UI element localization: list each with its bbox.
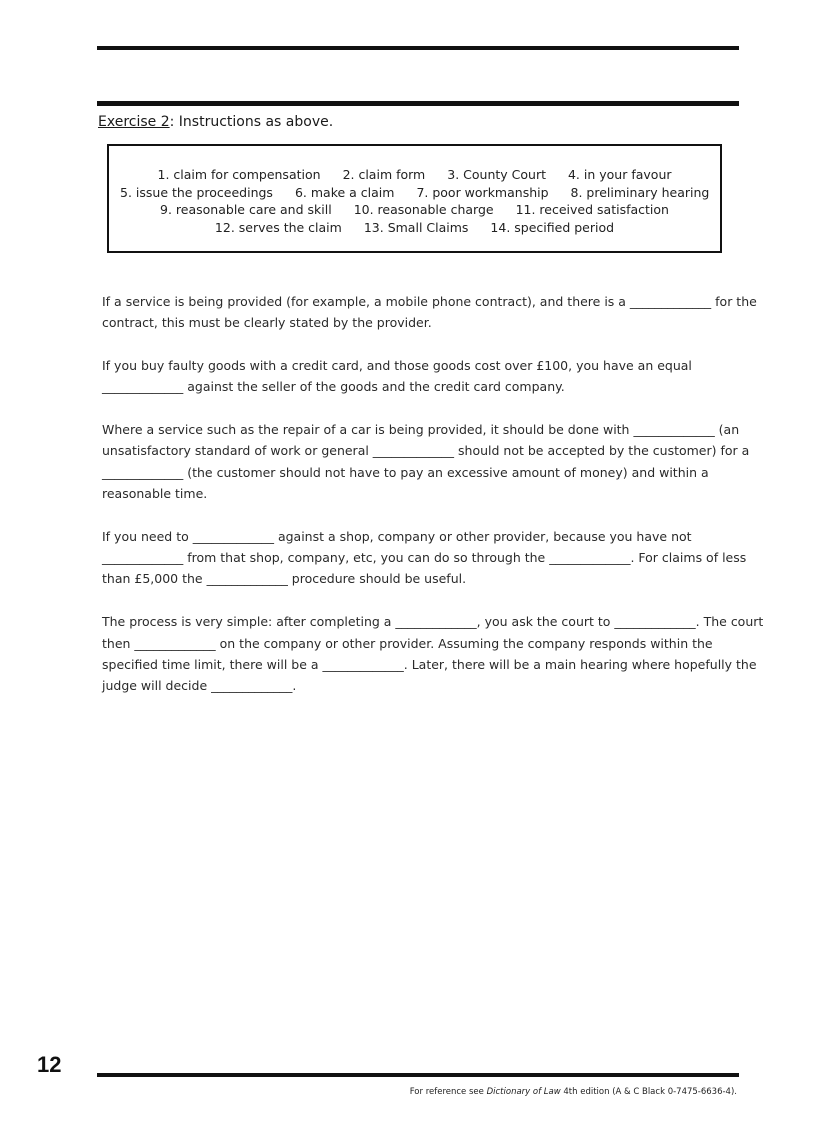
text-line: The process is very simple: after completing a _____________, you ask the court to _____________. The court	[102, 614, 764, 630]
word-bank-term: 8. preliminary hearing	[570, 184, 710, 200]
exercise-heading	[98, 114, 333, 130]
text-line: Where a service such as the repair of a car is being provided, it should be done with _____________ (an	[102, 422, 740, 438]
word-bank-term: 12. serves the claim	[214, 219, 342, 235]
word-bank-row	[109, 201, 720, 219]
paragraph-car-repair	[102, 419, 750, 504]
top-rule	[97, 46, 739, 50]
footer-rule	[97, 1073, 739, 1077]
text-line: then _____________ on the company or other provider. Assuming the company responds within the	[102, 635, 713, 651]
word-bank-term: 11. received satisfaction	[515, 202, 669, 217]
word-bank-term: 3. County Court	[447, 167, 546, 182]
text-line: If a service is being provided (for example, a mobile phone contract), and there is a _____________ for the	[102, 294, 757, 309]
text-line: than £5,000 the _____________ procedure should be useful.	[102, 571, 467, 587]
text-line: unsatisfactory standard of work or general _____________ should not be accepted by the customer) for a	[102, 443, 750, 459]
footer-reference	[410, 1087, 737, 1097]
text-line: reasonable time.	[102, 486, 208, 502]
exercise-instructions: : Instructions as above.	[169, 114, 334, 130]
word-bank-term: 13. Small Claims	[363, 219, 469, 235]
text-line: specified time limit, there will be a _____________. Later, there will be a main hearing where hopefully the	[102, 656, 757, 672]
word-bank-term: 9. reasonable care and skill	[160, 202, 332, 217]
word-bank-term: 10. reasonable charge	[353, 202, 494, 217]
text-line: If you need to _____________ against a shop, company or other provider, because you have not	[102, 528, 692, 544]
exercise-link[interactable]: Exercise 2	[98, 114, 170, 130]
word-bank-term: 5. issue the proceedings	[120, 184, 273, 200]
footer-suffix: 4th edition (A & C Black 0-7475-6636-4).	[560, 1087, 737, 1097]
text-line: _____________ (the customer should not have to pay an excessive amount of money) and within a	[102, 464, 709, 480]
paragraph-process	[102, 611, 764, 696]
word-bank-row	[109, 219, 720, 237]
word-bank-box	[107, 144, 722, 253]
text-line: _____________ against the seller of the goods and the credit card company.	[102, 379, 565, 395]
footer-book-title: Dictionary of Law	[486, 1087, 561, 1097]
paragraph-make-claim	[102, 526, 747, 590]
word-bank-term: 6. make a claim	[294, 184, 395, 200]
word-bank-term: 2. claim form	[342, 167, 426, 182]
word-bank-term: 1. claim for compensation	[157, 167, 321, 182]
word-bank-term: 7. poor workmanship	[416, 184, 549, 200]
word-bank-term: 4. in your favour	[567, 167, 672, 182]
word-bank-row	[109, 166, 720, 184]
word-bank-term: 14. specified period	[490, 219, 615, 235]
text-line: judge will decide _____________.	[102, 678, 297, 694]
paragraph-credit-card	[102, 355, 732, 398]
word-bank-row	[109, 184, 720, 202]
footer-prefix: For reference see	[409, 1087, 487, 1097]
text-line: contract, this must be clearly stated by the provider.	[102, 315, 432, 331]
text-line: _____________ from that shop, company, etc, you can do so through the _____________. For claims of less	[102, 550, 747, 566]
paragraph-service-period	[102, 291, 757, 334]
text-line: If you buy faulty goods with a credit card, and those goods cost over £100, you have an equal	[102, 358, 692, 374]
page-number: 12	[37, 1052, 62, 1077]
exercise-body	[102, 291, 764, 718]
section-rule	[97, 101, 739, 106]
